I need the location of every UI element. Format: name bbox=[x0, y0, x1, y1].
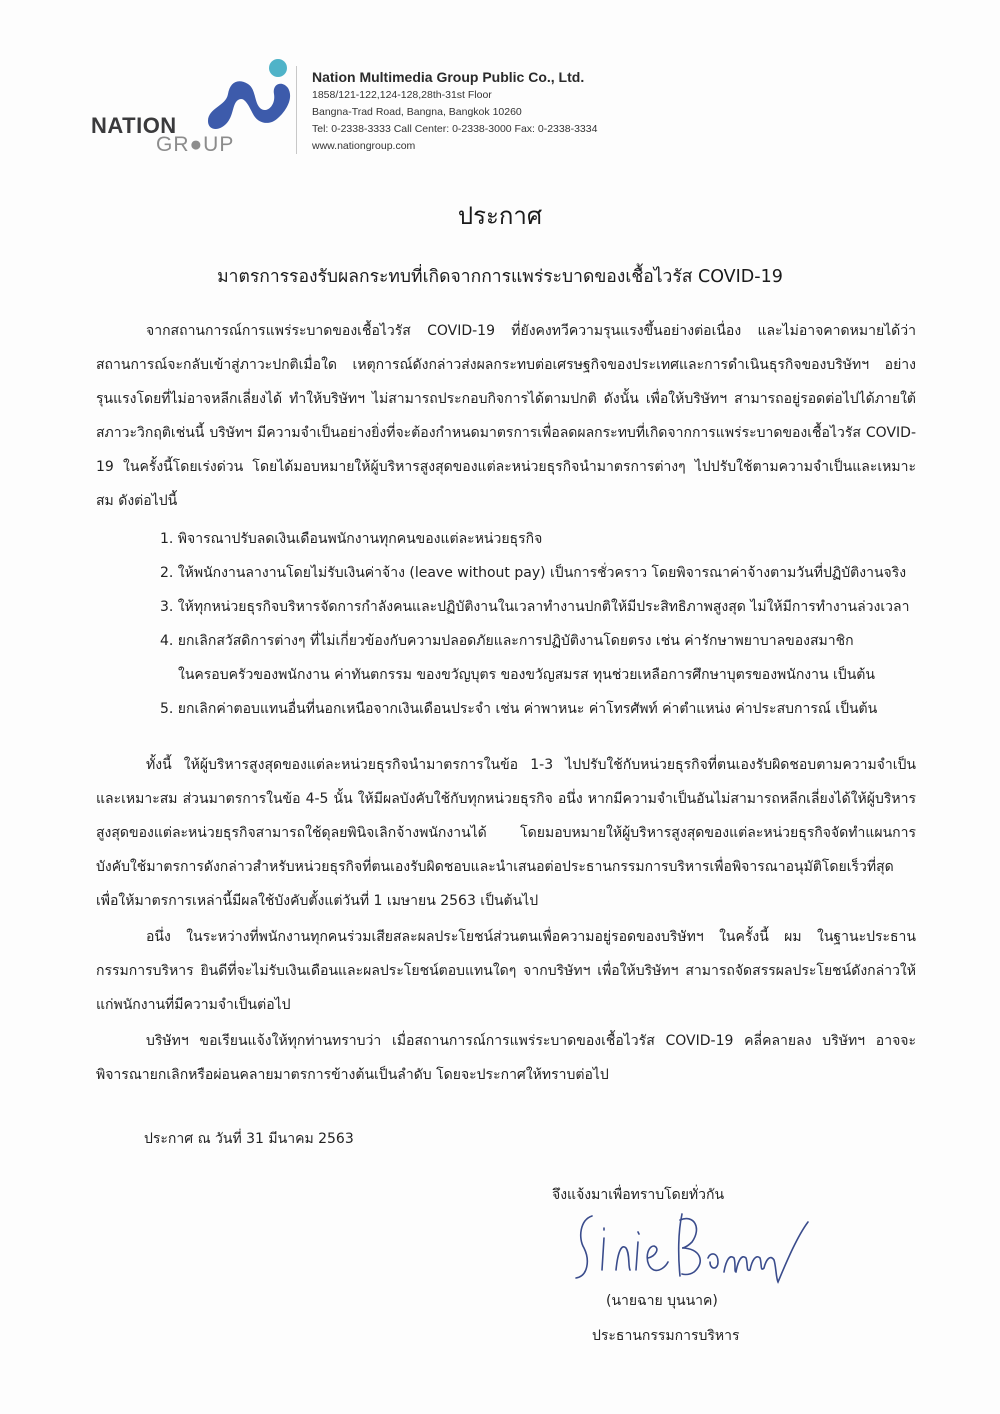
measure-text: 2. ให้พนักงานลางานโดยไม่รับเงินค่าจ้าง (leave without pay) เป็นการชั่วคราว โดยพิจารณาค่าจ้างตามวันที่ปฏิบัติงานจริง bbox=[160, 565, 907, 581]
paragraph-3-text: อนึ่ง ในระหว่างที่พนักงานทุกคนร่วมเสียสละผลประโยชน์ส่วนตนเพื่อความอยู่รอดของบริษัทฯ ในครั้งนี้ ผม ในฐานะประธานกรรมการบริหาร ยินดีที่จะไม่รับเงินเดือนและผลประโยชน์ตอบแทนใดๆ จากบริษัทฯ เพื่อให้บริษัทฯ สามารถจัดสรรผลประโยชน์ดังกล่าวให้แก่พนักงานที่มีความจำเป็นต่อไป bbox=[96, 929, 916, 1013]
paragraph-2-text: ทั้งนี้ ให้ผู้บริหารสูงสุดของแต่ละหน่วยธุรกิจนำมาตรการในข้อ 1-3 ไปปรับใช้กับหน่วยธุรกิจที่ตนเองรับผิดชอบตามความจำเป็นและเหมาะสม ส่วนมาตรการในข้อ 4-5 นั้น ให้มีผลบังคับใช้กับทุกหน่วยธุรกิจ อนึ่ง หากมีความจำเป็นอันไม่สามารถหลีกเลี่ยงได้ให้ผู้บริหารสูงสุดของแต่ละหน่วยธุรกิจสามารถใช้ดุลยพินิจเลิกจ้างพนักงานได้ โดยมอบหมายให้ผู้บริหารสูงสุดของแต่ละหน่วยธุรกิจจัดทำแผนการบังคับใช้มาตรการดังกล่าวสำหรับหน่วยธุรกิจที่ตนเองรับผิดชอบและนำเสนอต่อประธานกรรมการบริหารเพื่อพิจารณาอนุมัติโดยเร็วที่สุด เพื่อให้มาตรการเหล่านี้มีผลใช้บังคับตั้งแต่วันที่ 1 เมษายน 2563 เป็นต้นไป bbox=[96, 757, 916, 909]
measure-text: 4. ยกเลิกสวัสดิการต่างๆ ที่ไม่เกี่ยวข้องกับความปลอดภัยและการปฏิบัติงานโดยตรง เช่น ค่ารักษาพยาบาลของสมาชิก bbox=[160, 633, 854, 649]
measure-item bbox=[160, 556, 920, 590]
company-website: www.nationgroup.com bbox=[312, 140, 416, 152]
measure-item bbox=[160, 522, 920, 556]
company-contact: Tel: 0-2338-3333 Call Center: 0-2338-3000 Fax: 0-2338-3334 bbox=[312, 123, 598, 135]
logo-mark-icon bbox=[198, 56, 298, 136]
company-address-line2: Bangna-Trad Road, Bangna, Bangkok 10260 bbox=[312, 106, 522, 118]
measure-item bbox=[160, 590, 920, 624]
document-subtitle: มาตรการรองรับผลกระทบที่เกิดจากการแพร่ระบาดของเชื้อไวรัส COVID-19 bbox=[217, 267, 783, 287]
measures-list bbox=[160, 522, 920, 726]
measure-text: 1. พิจารณาปรับลดเงินเดือนพนักงานทุกคนของแต่ละหน่วยธุรกิจ bbox=[160, 531, 543, 547]
measure-text-continued: ในครอบครัวของพนักงาน ค่าทันตกรรม ของขวัญบุตร ของขวัญสมรส ทุนช่วยเหลือการศึกษาบุตรของพนักงาน เป็นต้น bbox=[178, 667, 875, 683]
logo-word-group: GR●UP bbox=[156, 133, 235, 156]
measure-item bbox=[160, 624, 920, 692]
signer-title: ประธานกรรมการบริหาร bbox=[592, 1328, 740, 1344]
paragraph-4 bbox=[96, 1024, 916, 1092]
intro-paragraph bbox=[96, 314, 916, 518]
nation-group-logo bbox=[88, 56, 288, 156]
company-name: Nation Multimedia Group Public Co., Ltd. bbox=[312, 69, 585, 85]
signer-name: (นายฉาย บุนนาค) bbox=[606, 1293, 718, 1309]
paragraph-4-text: บริษัทฯ ขอเรียนแจ้งให้ทุกท่านทราบว่า เมื่อสถานการณ์การแพร่ระบาดของเชื้อไวรัส COVID-19 คลี่คลายลง บริษัทฯ อาจจะพิจารณายกเลิกหรือผ่อนคลายมาตรการข้างต้นเป็นลำดับ โดยจะประกาศให้ทราบต่อไป bbox=[96, 1033, 916, 1083]
measure-item bbox=[160, 692, 920, 726]
measure-text: 5. ยกเลิกค่าตอบแทนอื่นที่นอกเหนือจากเงินเดือนประจำ เช่น ค่าพาหนะ ค่าโทรศัพท์ ค่าตำแหน่ง ค่าประสบการณ์ เป็นต้น bbox=[160, 701, 878, 717]
measure-text: 3. ให้ทุกหน่วยธุรกิจบริหารจัดการกำลังคนและปฏิบัติงานในเวลาทำงานปกติให้มีประสิทธิภาพสูงสุด ไม่ให้มีการทำงานล่วงเวลา bbox=[160, 599, 910, 615]
logo-word-nation: NATION bbox=[91, 113, 177, 138]
paragraph-3 bbox=[96, 920, 916, 1022]
paragraph-2 bbox=[96, 748, 916, 918]
letterhead-divider bbox=[296, 66, 297, 154]
closing-line: จึงแจ้งมาเพื่อทราบโดยทั่วกัน bbox=[552, 1187, 725, 1203]
letterhead bbox=[88, 56, 688, 156]
company-info bbox=[312, 68, 597, 155]
signature-image bbox=[570, 1208, 830, 1288]
document-title: ประกาศ bbox=[457, 202, 543, 230]
company-address-line1: 1858/121-122,124-128,28th-31st Floor bbox=[312, 89, 492, 101]
intro-text: จากสถานการณ์การแพร่ระบาดของเชื้อไวรัส COVID-19 ที่ยังคงทวีความรุนแรงขึ้นอย่างต่อเนื่อง และไม่อาจคาดหมายได้ว่าสถานการณ์จะกลับเข้าสู่ภาวะปกติเมื่อใด เหตุการณ์ดังกล่าวส่งผลกระทบต่อเศรษฐกิจของประเทศและการดำเนินธุรกิจของบริษัทฯ อย่างรุนแรงโดยที่ไม่อาจหลีกเลี่ยงได้ ทำให้บริษัทฯ ไม่สามารถประกอบกิจการได้ตามปกติ ดังนั้น เพื่อให้บริษัทฯ สามารถอยู่รอดต่อไปได้ภายใต้สภาวะวิกฤติเช่นนี้ บริษัทฯ มีความจำเป็นอย่างยิ่งที่จะต้องกำหนดมาตรการเพื่อลดผลกระทบที่เกิดจากการแพร่ระบาดของเชื้อไวรัส COVID-19 ในครั้งนี้โดยเร่งด่วน โดยได้มอบหมายให้ผู้บริหารสูงสุดของแต่ละหน่วยธุรกิจนำมาตรการต่างๆ ไปปรับใช้ตามความจำเป็นและเหมาะสม ดังต่อไปนี้ bbox=[96, 323, 916, 509]
announcement-date: ประกาศ ณ วันที่ 31 มีนาคม 2563 bbox=[144, 1131, 354, 1147]
